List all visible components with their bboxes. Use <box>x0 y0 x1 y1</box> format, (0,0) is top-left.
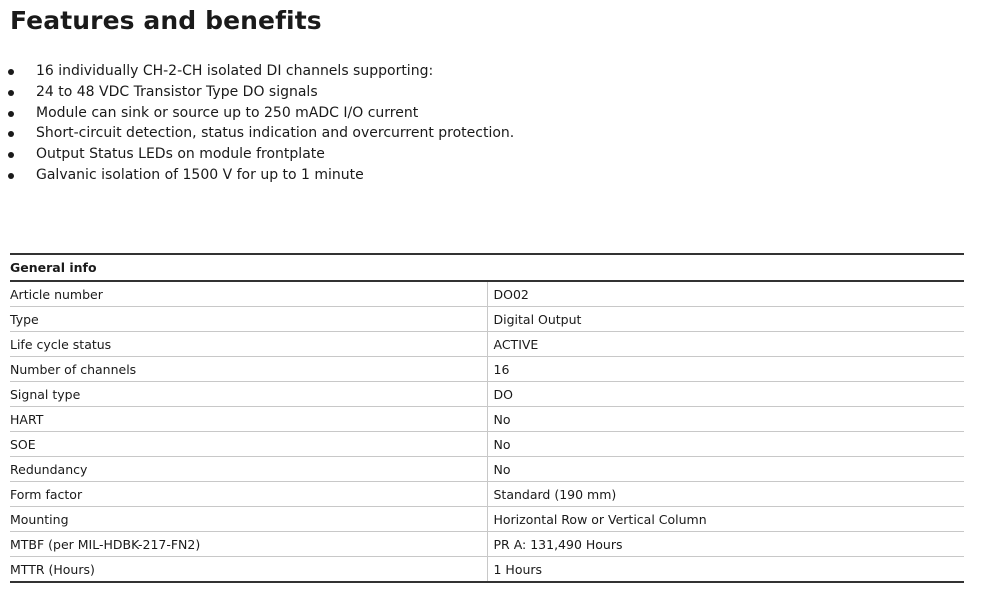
row-value: DO <box>487 382 964 407</box>
feature-text: Galvanic isolation of 1500 V for up to 1 minute <box>36 166 364 183</box>
bullet-icon <box>8 173 14 179</box>
general-info-table <box>10 253 964 583</box>
table-row <box>10 482 964 507</box>
row-value: No <box>487 432 964 457</box>
feature-text: Output Status LEDs on module frontplate <box>36 146 325 163</box>
bullet-icon <box>8 111 14 117</box>
table-row <box>10 407 964 432</box>
table-row <box>10 507 964 532</box>
row-label: Mounting <box>10 507 487 532</box>
feature-item <box>8 61 514 82</box>
table-header: General info <box>10 254 964 281</box>
row-value: PR A: 131,490 Hours <box>487 532 964 557</box>
feature-item <box>8 165 514 186</box>
row-label: MTTR (Hours) <box>10 561 95 577</box>
row-label: Life cycle status <box>10 332 487 357</box>
table-row <box>10 457 964 482</box>
feature-item <box>8 82 514 103</box>
bullet-icon <box>8 152 14 158</box>
feature-text: 16 individually CH-2-CH isolated DI channels supporting: <box>36 63 434 79</box>
feature-text: 24 to 48 VDC Transistor Type DO signals <box>36 83 318 100</box>
feature-item <box>8 144 514 165</box>
page-title: Features and benefits <box>10 6 322 35</box>
row-value: No <box>487 457 964 482</box>
row-value: Standard (190 mm) <box>487 482 964 507</box>
feature-text: Module can sink or source up to 250 mADC I/O current <box>36 104 419 121</box>
table-row <box>10 382 964 407</box>
bullet-icon <box>8 69 14 75</box>
row-label: Article number <box>10 281 487 307</box>
row-value: DO02 <box>487 281 964 307</box>
bullet-icon <box>8 90 14 96</box>
table-row <box>10 532 964 557</box>
row-label: Signal type <box>10 382 487 407</box>
table-row <box>10 357 964 382</box>
row-value: ACTIVE <box>487 332 964 357</box>
table-header-row <box>10 254 964 281</box>
feature-text: Short-circuit detection, status indication and overcurrent protection. <box>36 125 515 142</box>
row-label: SOE <box>10 432 487 457</box>
row-label: Redundancy <box>10 457 487 482</box>
features-list <box>8 61 514 186</box>
row-label: Type <box>10 307 487 332</box>
row-value: 1 Hours <box>487 557 964 583</box>
row-value: Digital Output <box>487 307 964 332</box>
table-row <box>10 281 964 307</box>
row-value: Horizontal Row or Vertical Column <box>487 507 964 532</box>
row-label: HART <box>10 407 487 432</box>
table-row <box>10 432 964 457</box>
table-row <box>10 307 964 332</box>
table-row <box>10 332 964 357</box>
row-value: 16 <box>487 357 964 382</box>
table-row <box>10 557 964 583</box>
feature-item <box>8 103 514 124</box>
feature-item <box>8 123 514 144</box>
row-label: Number of channels <box>10 357 487 382</box>
row-value: No <box>487 407 964 432</box>
row-label: Form factor <box>10 482 487 507</box>
row-label: MTBF (per MIL-HDBK-217-FN2) <box>10 532 487 557</box>
bullet-icon <box>8 131 14 137</box>
